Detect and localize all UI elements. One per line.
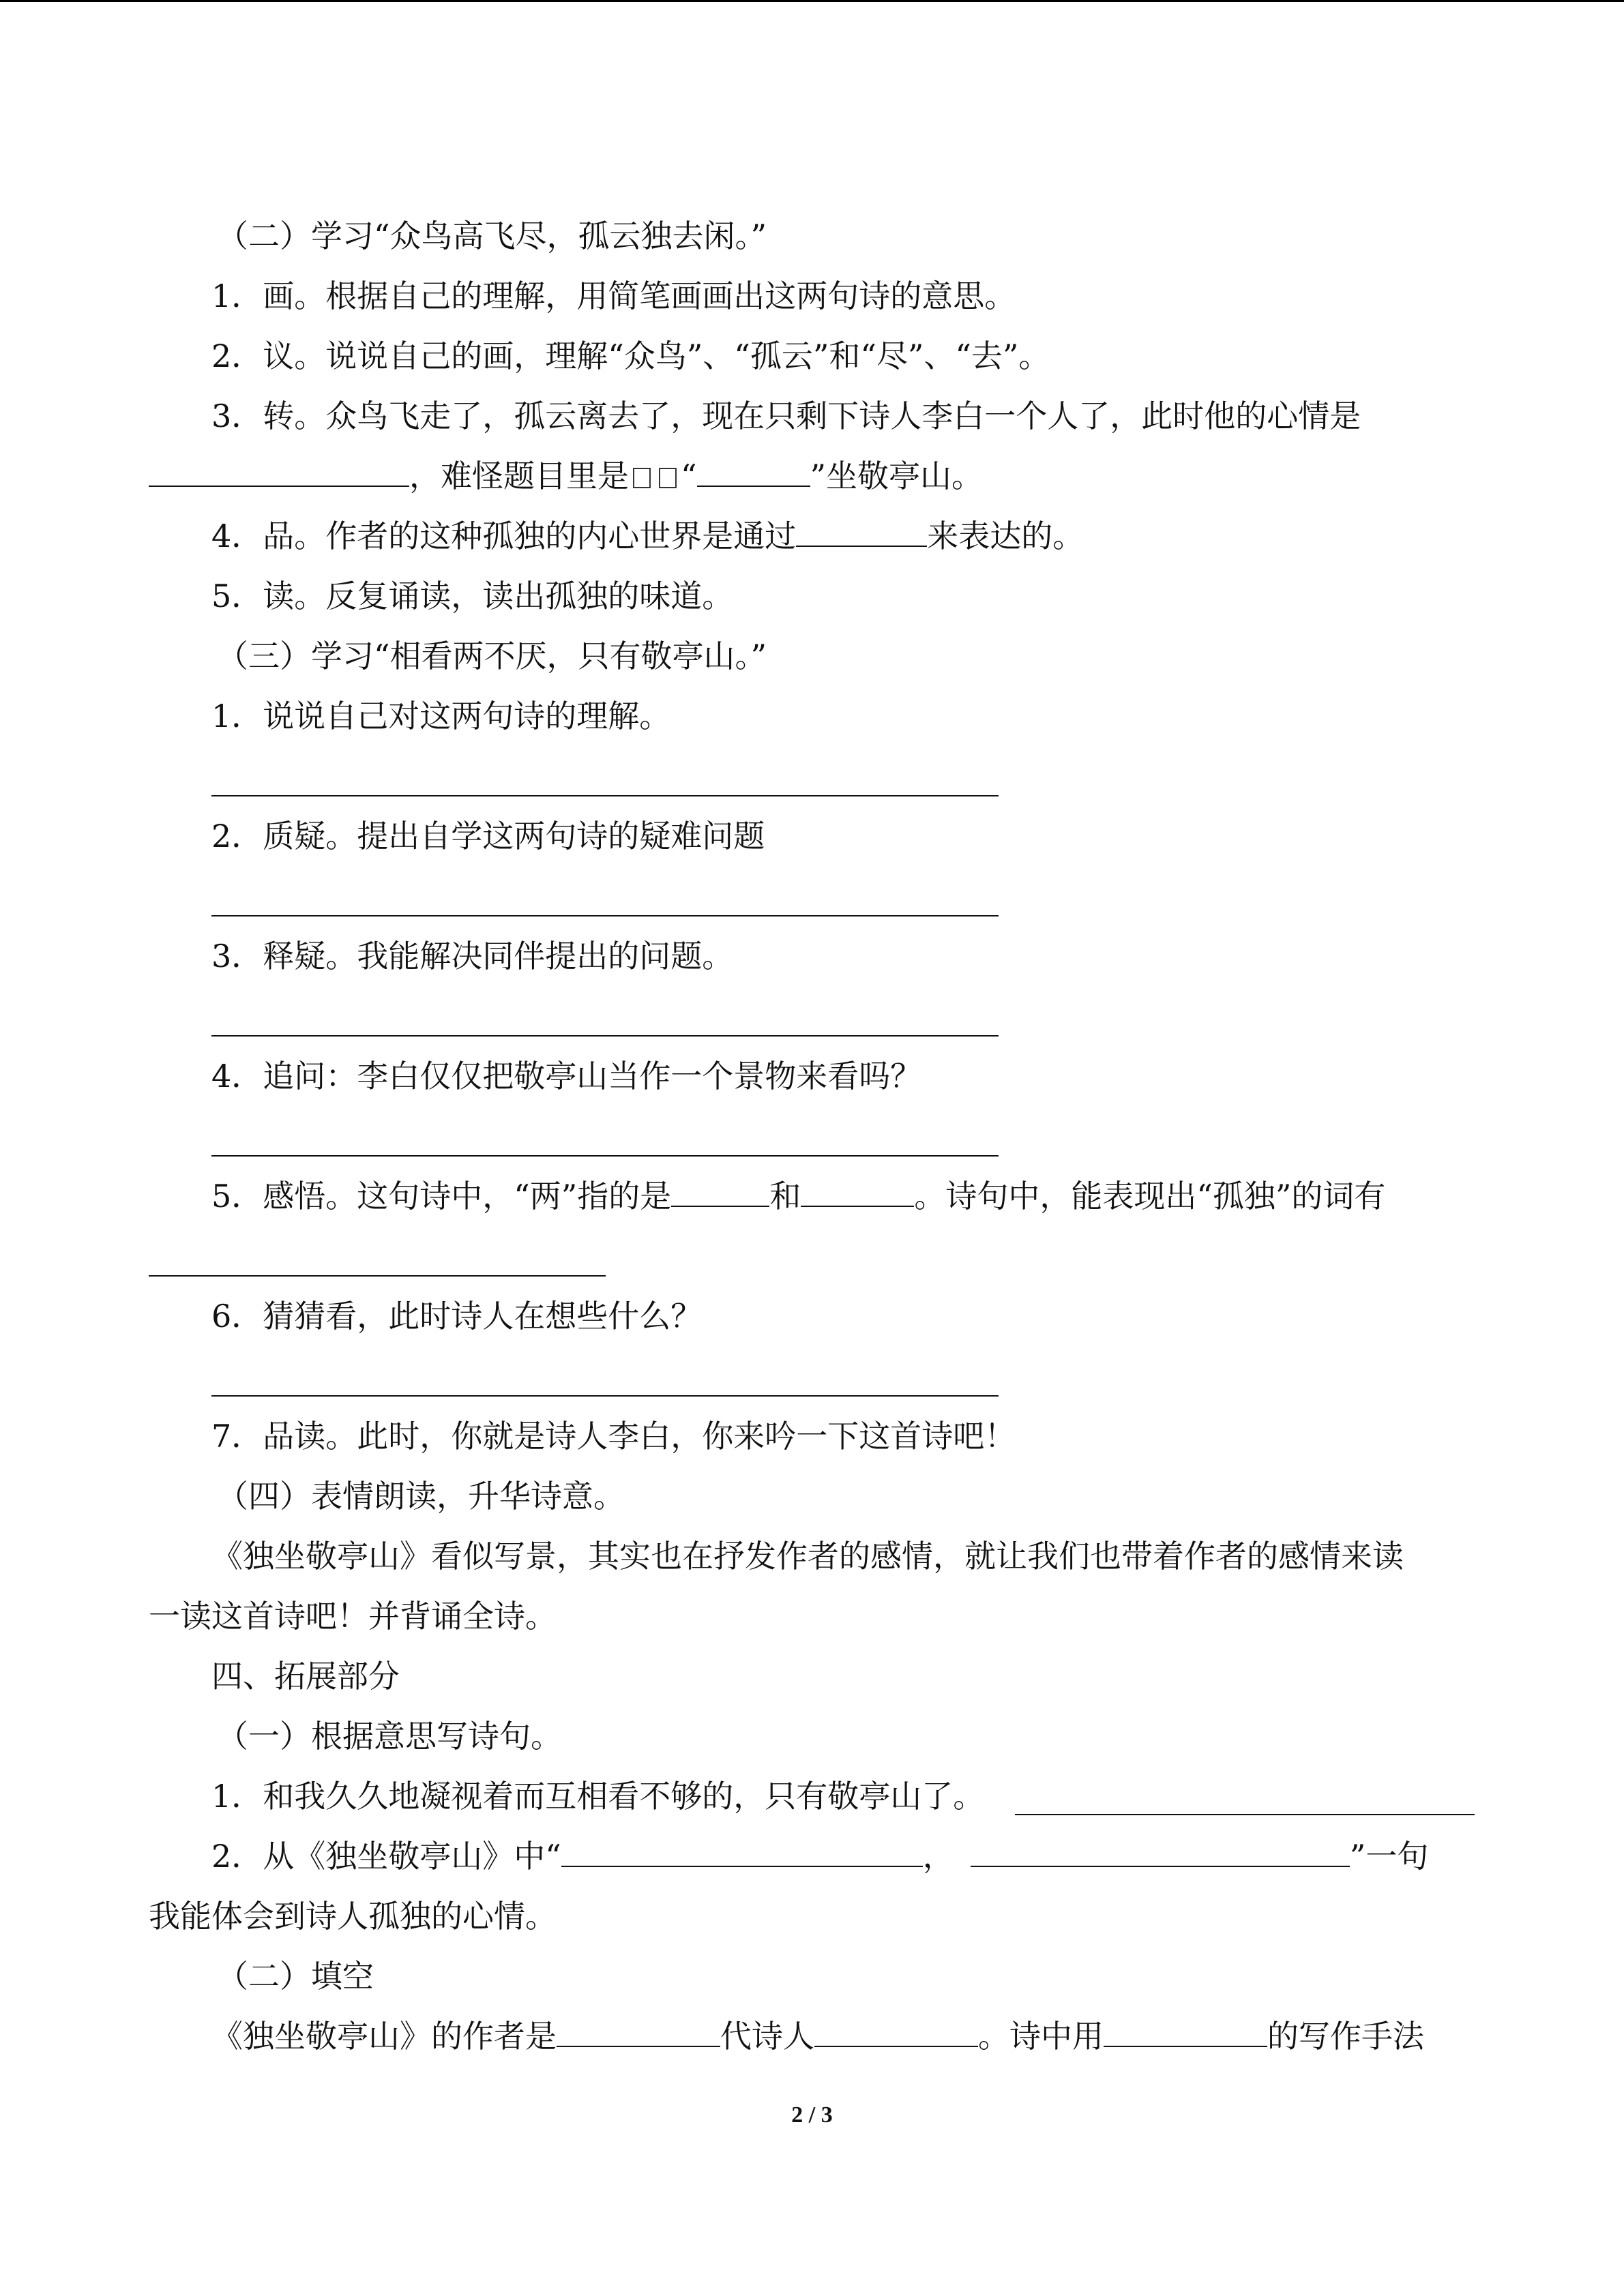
extension-1-question-2-continued: 我能体会到诗人孤独的心情。 bbox=[149, 1898, 557, 1935]
answer-blank[interactable] bbox=[671, 1176, 769, 1207]
ext2-text-2: 代诗人 bbox=[720, 2018, 814, 2055]
s2-question-4 bbox=[211, 516, 1084, 556]
answer-line[interactable] bbox=[211, 1395, 999, 1397]
s3-q5-text-1: 5．感悟。这句诗中，“两”指的是 bbox=[211, 1178, 672, 1214]
s3-question-7: 7．品读。此时，你就是诗人李白，你来吟一下这首诗吧！ bbox=[211, 1418, 1016, 1455]
answer-line[interactable] bbox=[211, 795, 999, 796]
s3-question-3: 3．释疑。我能解决同伴提出的问题。 bbox=[211, 938, 734, 974]
s2-q4-text-2: 来表达的。 bbox=[927, 518, 1084, 554]
answer-blank[interactable] bbox=[796, 516, 927, 547]
ext1-q2-text-1: 2．从《独坐敬亭山》中“ bbox=[211, 1838, 561, 1875]
answer-line[interactable] bbox=[211, 915, 999, 916]
s3-q5-text-3: 。诗句中，能表现出“孤独”的词有 bbox=[914, 1178, 1386, 1214]
ext2-text-3: 。诗中用 bbox=[978, 2018, 1104, 2055]
top-border bbox=[0, 0, 1624, 2]
ext2-text-1: 《独坐敬亭山》的作者是 bbox=[211, 2018, 557, 2055]
s2-q3-text-2: ”坐敬亭山。 bbox=[810, 458, 984, 494]
box-blank[interactable] bbox=[633, 468, 651, 488]
s2-question-3: 3．转。众鸟飞走了，孤云离去了，现在只剩下诗人李白一个人了，此时他的心情是 bbox=[211, 398, 1361, 434]
s2-q3-quote-open: “ bbox=[681, 458, 697, 494]
section-4-title: （四）表情朗读，升华诗意。 bbox=[217, 1478, 625, 1515]
s3-question-1: 1．说说自己对这两句诗的理解。 bbox=[211, 698, 671, 734]
extension-1-title: （一）根据意思写诗句。 bbox=[217, 1718, 562, 1755]
box-blank[interactable] bbox=[659, 468, 677, 488]
answer-blank[interactable] bbox=[971, 1836, 1350, 1867]
s4-paragraph-line-2: 一读这首诗吧！并背诵全诗。 bbox=[149, 1598, 557, 1635]
s2-question-3-continued bbox=[149, 456, 983, 496]
section-3-title: （三）学习“相看两不厌，只有敬亭山。” bbox=[217, 638, 767, 674]
ext1-q2-text-3: ”一句 bbox=[1349, 1838, 1429, 1875]
extension-1-question-1 bbox=[211, 1776, 984, 1817]
ext1-q2-text-2: ， bbox=[922, 1838, 954, 1875]
s2-q3-text-1: ，难怪题目里是 bbox=[409, 458, 629, 494]
answer-line[interactable] bbox=[1015, 1814, 1475, 1815]
answer-blank[interactable] bbox=[801, 1176, 914, 1207]
s2-question-2: 2．议。说说自己的画，理解“众鸟”、“孤云”和“尽”、“去”。 bbox=[211, 338, 1050, 374]
extension-1-question-2 bbox=[211, 1836, 1428, 1877]
s3-q5-text-2: 和 bbox=[769, 1178, 801, 1214]
answer-blank[interactable] bbox=[149, 456, 409, 487]
s3-question-4: 4．追问：李白仅仅把敬亭山当作一个景物来看吗？ bbox=[211, 1058, 922, 1094]
answer-blank[interactable] bbox=[561, 1836, 923, 1867]
ext1-q1-text: 1．和我久久地凝视着而互相看不够的，只有敬亭山了。 bbox=[211, 1778, 985, 1815]
extension-2-fill bbox=[211, 2016, 1424, 2057]
answer-blank[interactable] bbox=[697, 456, 810, 487]
answer-blank[interactable] bbox=[557, 2016, 720, 2047]
answer-blank[interactable] bbox=[814, 2016, 978, 2047]
s3-question-2: 2．质疑。提出自学这两句诗的疑难问题 bbox=[211, 818, 765, 854]
part-4-title: 四、拓展部分 bbox=[211, 1658, 400, 1695]
answer-line[interactable] bbox=[149, 1275, 606, 1277]
s3-question-6: 6．猜猜看，此时诗人在想些什么？ bbox=[211, 1298, 703, 1335]
ext2-text-4: 的写作手法 bbox=[1267, 2018, 1424, 2055]
s4-paragraph-line-1: 《独坐敬亭山》看似写景，其实也在抒发作者的感情，就让我们也带着作者的感情来读 bbox=[211, 1538, 1404, 1575]
s2-q4-text-1: 4．品。作者的这种孤独的内心世界是通过 bbox=[211, 518, 797, 554]
s2-question-1: 1．画。根据自己的理解，用简笔画画出这两句诗的意思。 bbox=[211, 278, 1016, 314]
answer-line[interactable] bbox=[211, 1155, 999, 1157]
s3-question-5 bbox=[211, 1176, 1385, 1217]
section-2-title: （二）学习“众鸟高飞尽，孤云独去闲。” bbox=[217, 218, 767, 254]
s2-question-5: 5．读。反复诵读，读出孤独的味道。 bbox=[211, 578, 734, 614]
page-number: 2 / 3 bbox=[791, 2102, 833, 2128]
answer-blank[interactable] bbox=[1104, 2016, 1267, 2047]
answer-line[interactable] bbox=[211, 1035, 999, 1037]
extension-2-title: （二）填空 bbox=[217, 1958, 374, 1995]
